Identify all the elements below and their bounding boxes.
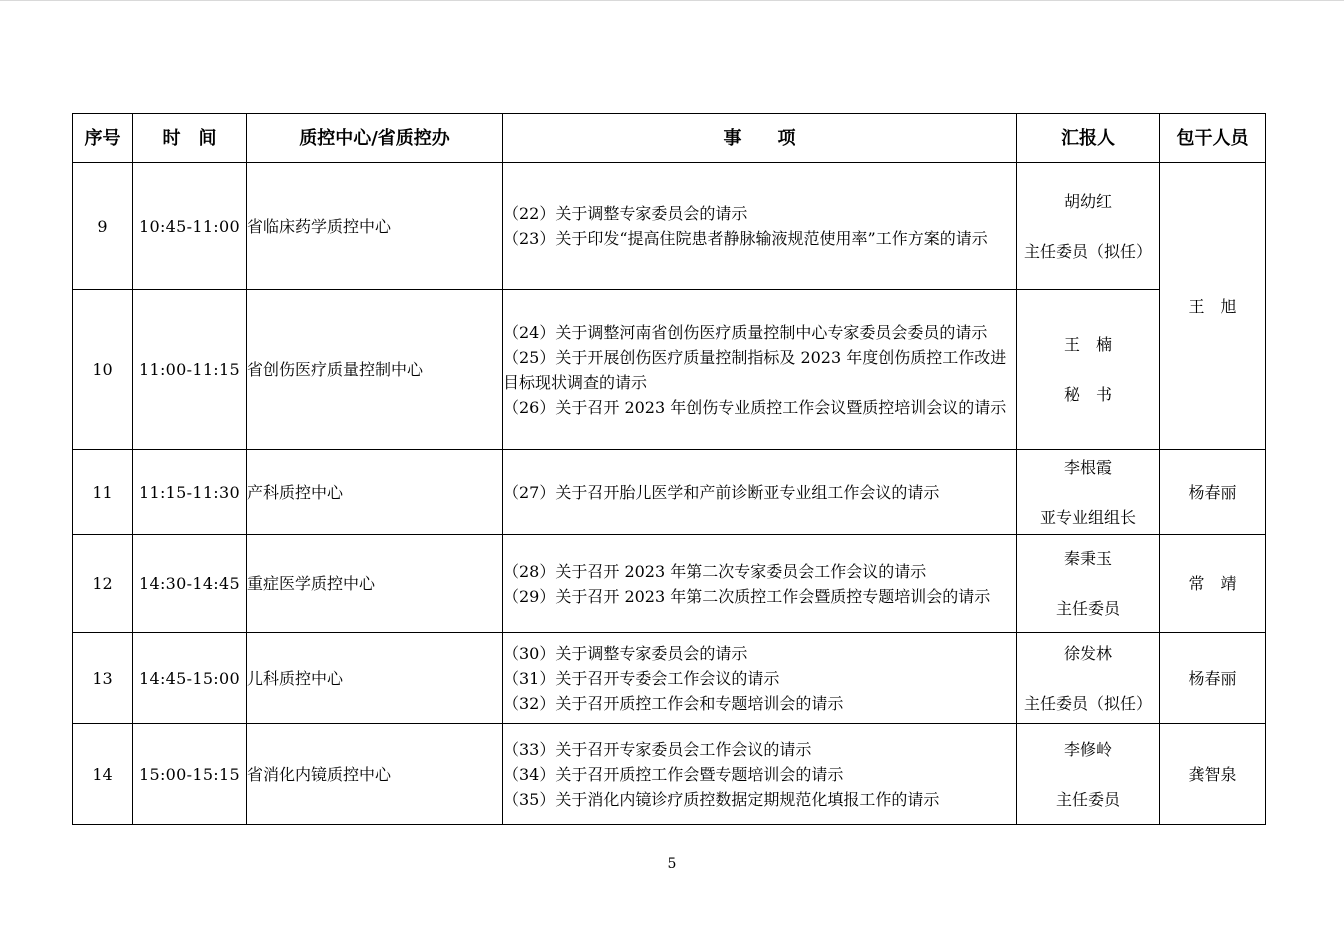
row-time: 14:45-15:00: [133, 633, 247, 724]
row-items: [503, 535, 1017, 633]
row-staff: 龚智泉: [1160, 724, 1266, 825]
item-line: （35）关于消化内镜诊疗质控数据定期规范化填报工作的请示: [503, 789, 940, 809]
header-reporter: 汇报人: [1017, 114, 1160, 163]
reporter-name: 秦秉玉: [1063, 549, 1112, 568]
item-line: （30）关于调整专家委员会的请示: [503, 643, 748, 663]
item-line: （33）关于召开专家委员会工作会议的请示: [503, 739, 812, 759]
reporter-name: 李修岭: [1063, 739, 1112, 759]
row-time: 10:45-11:00: [133, 163, 247, 290]
reporter-name: 王 楠: [1063, 335, 1112, 354]
header-items: 事 项: [503, 114, 1017, 163]
row-center: 省创伤医疗质量控制中心: [247, 290, 503, 450]
row-items: [503, 633, 1017, 724]
row-number: 14: [73, 724, 133, 825]
header-staff: 包干人员: [1160, 114, 1266, 163]
header-center: 质控中心/省质控办: [247, 114, 503, 163]
header-time: 时 间: [133, 114, 247, 163]
row-reporter: [1017, 450, 1160, 535]
row-time: 14:30-14:45: [133, 535, 247, 633]
row-reporter: [1017, 290, 1160, 450]
table-row: [73, 535, 1266, 633]
agenda-table: [72, 113, 1266, 825]
table-row: [73, 633, 1266, 724]
item-line: （29）关于召开 2023 年第二次质控工作会暨质控专题培训会的请示: [503, 586, 991, 606]
row-reporter: [1017, 535, 1160, 633]
reporter-name: 徐发林: [1063, 643, 1112, 663]
item-line: （23）关于印发“提高住院患者静脉输液规范使用率”工作方案的请示: [503, 229, 988, 248]
row-number: 12: [73, 535, 133, 633]
row-number: 9: [73, 163, 133, 290]
row-items: [503, 163, 1017, 290]
row-staff: 杨春丽: [1160, 450, 1266, 535]
item-line: （28）关于召开 2023 年第二次专家委员会工作会议的请示: [503, 561, 927, 581]
row-staff: 王 旭: [1160, 163, 1266, 450]
row-center: 省临床药学质控中心: [247, 163, 503, 290]
item-line: （27）关于召开胎儿医学和产前诊断亚专业组工作会议的请示: [503, 482, 940, 502]
item-line: （31）关于召开专委会工作会议的请示: [503, 668, 780, 688]
row-number: 10: [73, 290, 133, 450]
row-time: 11:00-11:15: [133, 290, 247, 450]
row-items: [503, 450, 1017, 535]
row-staff: 常 靖: [1160, 535, 1266, 633]
header-num: 序号: [73, 114, 133, 163]
reporter-name: 胡幼红: [1063, 191, 1112, 211]
table-row: [73, 724, 1266, 825]
row-center: 重症医学质控中心: [247, 535, 503, 633]
reporter-title: 秘 书: [1063, 385, 1112, 404]
reporter-name: 李根霞: [1063, 457, 1112, 477]
item-line: （25）关于开展创伤医疗质量控制指标及 2023 年度创伤质控工作改进目标现状调查的请示: [503, 347, 1007, 392]
row-number: 11: [73, 450, 133, 535]
page-number: 5: [667, 856, 677, 872]
row-time: 15:00-15:15: [133, 724, 247, 825]
row-staff: 杨春丽: [1160, 633, 1266, 724]
reporter-title: 亚专业组组长: [1039, 507, 1136, 527]
item-line: （26）关于召开 2023 年创伤专业质控工作会议暨质控培训会议的请示: [503, 397, 1007, 417]
row-center: 省消化内镜质控中心: [247, 724, 503, 825]
reporter-title: 主任委员（拟任）: [1023, 241, 1152, 261]
row-reporter: [1017, 633, 1160, 724]
table-row: [73, 290, 1266, 450]
reporter-title: 主任委员: [1055, 789, 1120, 809]
row-center: 儿科质控中心: [247, 633, 503, 724]
top-divider: [0, 0, 1344, 1]
item-line: （24）关于调整河南省创伤医疗质量控制中心专家委员会委员的请示: [503, 322, 988, 342]
row-items: [503, 724, 1017, 825]
row-time: 11:15-11:30: [133, 450, 247, 535]
table-row: [73, 163, 1266, 290]
header-row: [73, 114, 1266, 163]
reporter-title: 主任委员: [1055, 599, 1120, 618]
item-line: （22）关于调整专家委员会的请示: [503, 204, 748, 223]
row-reporter: [1017, 163, 1160, 290]
row-items: [503, 290, 1017, 450]
item-line: （34）关于召开质控工作会暨专题培训会的请示: [503, 764, 844, 784]
row-number: 13: [73, 633, 133, 724]
row-center: 产科质控中心: [247, 450, 503, 535]
reporter-title: 主任委员（拟任）: [1023, 693, 1152, 713]
item-line: （32）关于召开质控工作会和专题培训会的请示: [503, 693, 844, 713]
row-reporter: [1017, 724, 1160, 825]
table-row: [73, 450, 1266, 535]
